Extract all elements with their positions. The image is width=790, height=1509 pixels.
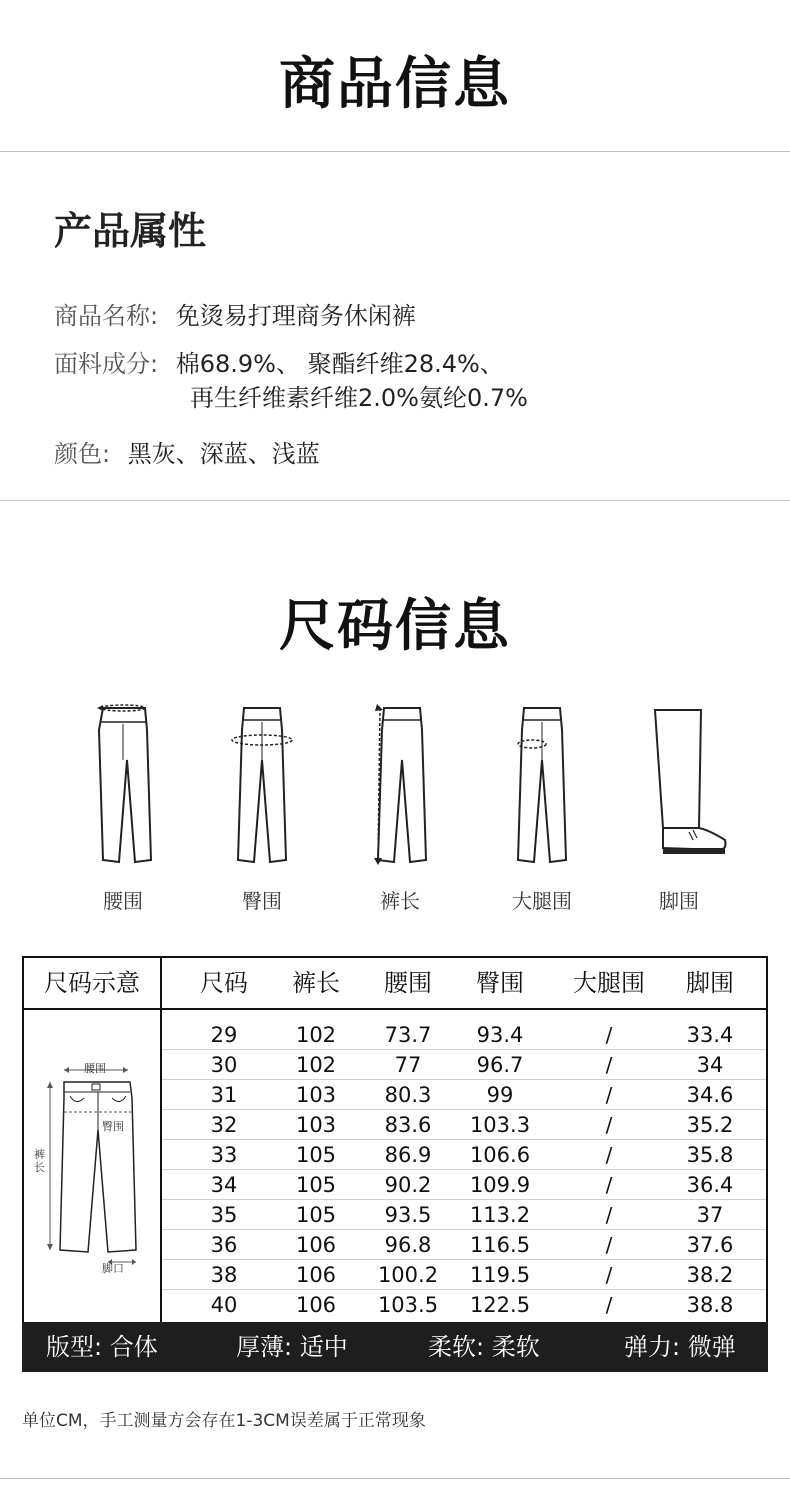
pants-length-icon — [360, 700, 440, 870]
cell-hem: 34.6 — [686, 1083, 734, 1107]
cell-hem: 37 — [696, 1203, 724, 1227]
diagram-waist-label: 腰围 — [84, 1062, 106, 1075]
divider — [0, 1478, 790, 1479]
figure-hip-label: 臀围 — [242, 889, 282, 913]
header-hip: 臀围 — [476, 969, 524, 997]
cell-hip: 109.9 — [469, 1173, 531, 1197]
header-diagram: 尺码示意 — [44, 969, 140, 997]
cell-length: 103 — [295, 1083, 337, 1107]
diagram-hip-label: 臀围 — [102, 1120, 124, 1133]
elasticity-attribute: 弹力: 微弹 — [624, 1333, 736, 1361]
cell-length: 105 — [295, 1143, 337, 1167]
pants-hip-icon — [222, 700, 302, 870]
cell-length: 106 — [295, 1233, 337, 1257]
size-info-title: 尺码信息 — [279, 594, 511, 659]
cell-length: 102 — [295, 1053, 337, 1077]
cell-size: 40 — [210, 1293, 238, 1317]
cell-length: 102 — [295, 1023, 337, 1047]
header-size: 尺码 — [200, 969, 248, 997]
table-row — [162, 1110, 766, 1140]
measurement-note: 单位CM，手工测量方会存在1-3CM误差属于正常现象 — [22, 1411, 426, 1431]
product-name-row — [54, 296, 416, 331]
figure-length-label: 裤长 — [380, 889, 420, 913]
cell-length: 105 — [295, 1203, 337, 1227]
color-row — [54, 434, 320, 469]
cell-waist: 93.5 — [384, 1203, 432, 1227]
cell-size: 31 — [210, 1083, 238, 1107]
cell-size: 36 — [210, 1233, 238, 1257]
fabric-label: 面料成分: — [54, 350, 159, 378]
cell-size: 32 — [210, 1113, 238, 1137]
size-table-header — [24, 958, 766, 1010]
cell-hip: 96.7 — [476, 1053, 524, 1077]
cell-thigh: / — [605, 1293, 613, 1317]
cell-size: 35 — [210, 1203, 238, 1227]
table-row — [162, 1050, 766, 1080]
divider — [0, 151, 790, 152]
figure-waist-label: 腰围 — [103, 889, 143, 913]
cell-length: 106 — [295, 1263, 337, 1287]
figure-hem — [614, 700, 744, 930]
figure-length — [335, 700, 465, 930]
cell-waist: 96.8 — [384, 1233, 432, 1257]
size-table-body — [24, 1020, 766, 1320]
pants-thigh-icon — [502, 700, 582, 870]
cell-waist: 103.5 — [377, 1293, 439, 1317]
cell-hem: 37.6 — [686, 1233, 734, 1257]
cell-thigh: / — [605, 1203, 613, 1227]
attributes-bar — [22, 1322, 768, 1372]
figure-thigh-label: 大腿围 — [512, 889, 572, 913]
cell-waist: 90.2 — [384, 1173, 432, 1197]
cell-size: 29 — [210, 1023, 238, 1047]
cell-size: 30 — [210, 1053, 238, 1077]
divider — [0, 500, 790, 501]
cell-hip: 106.6 — [469, 1143, 531, 1167]
figure-hip — [197, 700, 327, 930]
fit-attribute: 版型: 合体 — [46, 1333, 158, 1361]
cell-hip: 119.5 — [469, 1263, 531, 1287]
cell-hip: 113.2 — [469, 1203, 531, 1227]
cell-waist: 83.6 — [384, 1113, 432, 1137]
cell-waist: 77 — [394, 1053, 422, 1077]
product-name-label: 商品名称: — [54, 302, 159, 330]
cell-thigh: / — [605, 1083, 613, 1107]
table-row — [162, 1080, 766, 1110]
cell-thigh: / — [605, 1113, 613, 1137]
cell-waist: 73.7 — [384, 1023, 432, 1047]
cell-waist: 80.3 — [384, 1083, 432, 1107]
color-label: 颜色: — [54, 440, 111, 468]
header-hem: 脚围 — [686, 969, 734, 997]
cell-size: 38 — [210, 1263, 238, 1287]
figure-waist — [58, 700, 188, 930]
cell-thigh: / — [605, 1173, 613, 1197]
table-row — [162, 1260, 766, 1290]
cell-hip: 93.4 — [476, 1023, 524, 1047]
size-table — [22, 956, 768, 1324]
cell-waist: 86.9 — [384, 1143, 432, 1167]
table-row — [162, 1170, 766, 1200]
cell-hem: 38.8 — [686, 1293, 734, 1317]
product-name-value: 免烫易打理商务休闲裤 — [175, 302, 416, 330]
cell-thigh: / — [605, 1143, 613, 1167]
cell-size: 33 — [210, 1143, 238, 1167]
cell-length: 103 — [295, 1113, 337, 1137]
cell-hem: 36.4 — [686, 1173, 734, 1197]
table-row — [162, 1200, 766, 1230]
cell-hip: 103.3 — [469, 1113, 531, 1137]
pants-waist-icon — [83, 700, 163, 870]
cell-hem: 33.4 — [686, 1023, 734, 1047]
diagram-length-label: 裤长 — [34, 1148, 45, 1174]
header-thigh: 大腿围 — [573, 969, 645, 997]
table-row — [162, 1290, 766, 1320]
cell-hip: 122.5 — [469, 1293, 531, 1317]
pants-hem-shoe-icon — [629, 700, 729, 870]
cell-size: 34 — [210, 1173, 238, 1197]
table-row — [162, 1140, 766, 1170]
table-row — [162, 1230, 766, 1260]
diagram-hem-label: 脚口 — [102, 1262, 124, 1275]
product-info-title: 商品信息 — [279, 52, 511, 117]
thickness-attribute: 厚薄: 适中 — [236, 1333, 348, 1361]
fabric-row — [54, 344, 504, 379]
cell-hip: 116.5 — [469, 1233, 531, 1257]
cell-thigh: / — [605, 1053, 613, 1077]
cell-hem: 34 — [696, 1053, 724, 1077]
cell-length: 106 — [295, 1293, 337, 1317]
fabric-value-line1: 棉68.9%、 聚酯纤维28.4%、 — [175, 350, 504, 378]
figure-hem-label: 脚围 — [659, 889, 699, 913]
fabric-value-line2: 再生纤维素纤维2.0%氨纶0.7% — [190, 384, 528, 412]
cell-hem: 35.2 — [686, 1113, 734, 1137]
figure-thigh — [477, 700, 607, 930]
color-value: 黑灰、深蓝、浅蓝 — [127, 440, 320, 468]
product-attributes-title: 产品属性 — [54, 209, 207, 253]
header-waist: 腰围 — [384, 969, 432, 997]
table-row — [162, 1020, 766, 1050]
header-length: 裤长 — [292, 969, 340, 997]
softness-attribute: 柔软: 柔软 — [428, 1333, 540, 1361]
cell-thigh: / — [605, 1023, 613, 1047]
cell-waist: 100.2 — [377, 1263, 439, 1287]
cell-length: 105 — [295, 1173, 337, 1197]
cell-thigh: / — [605, 1233, 613, 1257]
cell-hem: 38.2 — [686, 1263, 734, 1287]
cell-thigh: / — [605, 1263, 613, 1287]
cell-hem: 35.8 — [686, 1143, 734, 1167]
cell-hip: 99 — [486, 1083, 514, 1107]
